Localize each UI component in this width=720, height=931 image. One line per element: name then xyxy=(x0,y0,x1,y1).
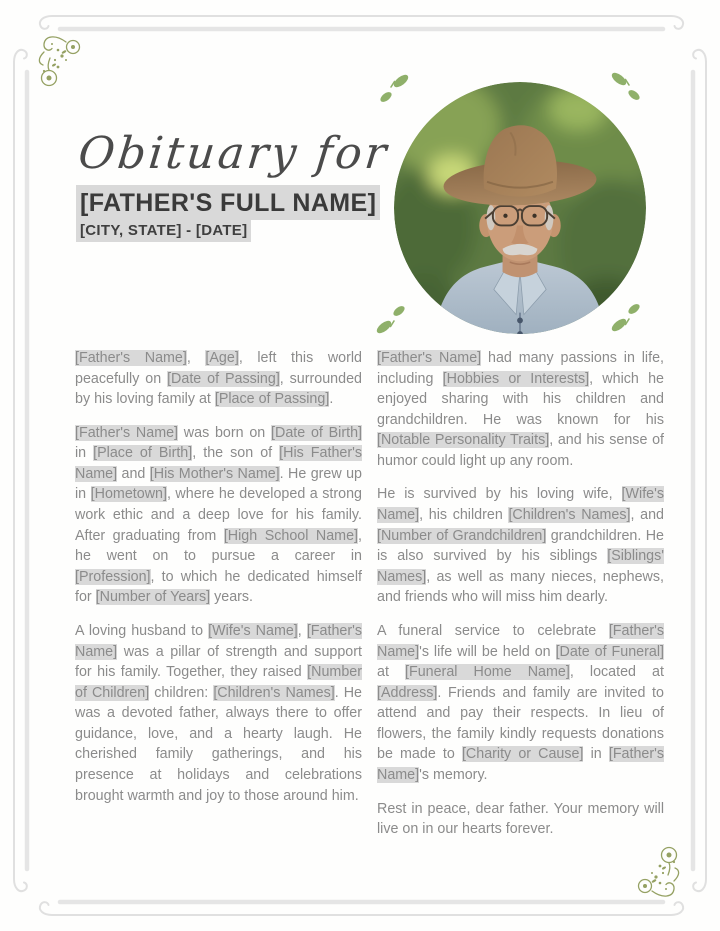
placeholder-field: [Place of Birth] xyxy=(93,445,193,462)
placeholder-field: [Father's Name] xyxy=(377,746,665,783)
paragraph-birth-career: [Father's Name] was born on [Date of Birth] in [Place of Birth], the son of [His Father's Name] and [His Mother's Name]. He grew up in [Hometown], where he developed a strong work ethic and a deep love for his family. After graduating from [High School Name], he went on to pursue a career in [Profession], to which he dedicated himself for [Number of Years] years. xyxy=(75,424,362,606)
placeholder-field: [Hobbies or Interests] xyxy=(442,370,590,387)
placeholder-field: [Number of Years] xyxy=(95,589,211,606)
paragraph-funeral-service: A funeral service to celebrate [Father's Name]'s life will be held on [Date of Funeral] at [Funeral Home Name], located at [Address]. Friends and family are invited to attend and pay their respects. In lieu of flowers, the family kindly requests donations be made to [Charity or Cause] in [Father's Name]'s memory. xyxy=(377,622,665,783)
placeholder-field: [Place of Passing] xyxy=(214,391,330,408)
placeholder-field: [His Father's Name] xyxy=(75,445,362,482)
placeholder-field: [Siblings' Names] xyxy=(377,548,664,585)
leaf-sprig-icon xyxy=(378,73,410,105)
paragraph-family-life: A loving husband to [Wife's Name], [Father's Name] was a pillar of strength and support for his family. Together, they raised [Number of Children] children: [Children's Names]. He was a devoted father, always there to offer guidance, love, and a hearty laugh. He cherished family gatherings, and his presence at holidays and celebrations brought warmth and joy to those around him. xyxy=(75,622,362,804)
placeholder-field: [Father's Name] xyxy=(75,424,179,441)
leaf-sprig-icon xyxy=(610,301,642,333)
placeholder-field: [Father's Name] xyxy=(75,622,362,660)
placeholder-field: [Children's Names] xyxy=(213,684,335,701)
placeholder-field: [Number of Grandchildren] xyxy=(377,527,547,544)
title-block xyxy=(76,128,392,239)
placeholder-field: [Number of Children] xyxy=(75,664,362,701)
floral-flourish-icon xyxy=(639,848,679,897)
placeholder-field: [Hometown] xyxy=(90,486,167,503)
father-portrait-photo xyxy=(394,82,646,334)
father-full-name-text: [FATHER'S FULL NAME] xyxy=(76,185,380,220)
right-column xyxy=(377,348,664,853)
placeholder-field: [Notable Personality Traits] xyxy=(377,432,550,449)
city-state-date-text: [CITY, STATE] - [DATE] xyxy=(76,218,251,242)
placeholder-field: [His Mother's Name] xyxy=(149,465,280,482)
leaf-sprig-icon xyxy=(610,71,642,103)
placeholder-field: [High School Name] xyxy=(223,527,359,544)
placeholder-field: [Father's Name] xyxy=(377,350,482,366)
placeholder-field: [Father's Name] xyxy=(377,622,664,660)
leaf-sprig-icon xyxy=(375,303,407,335)
paragraph-passions: [Father's Name] had many passions in life, including [Hobbies or Interests], which he enjoyed sharing with his children and grandchildren. He was known for his [Notable Personality Traits], and his sense of humor could light up any room. xyxy=(377,350,664,469)
paragraph-passing: [Father's Name], [Age], left this world peacefully on [Date of Passing], surrounded by his loving family at [Place of Passing]. xyxy=(75,350,362,408)
father-full-name-heading xyxy=(76,189,377,217)
paragraph-farewell: Rest in peace, dear father. Your memory will live on in our hearts forever. xyxy=(377,800,664,838)
script-title: Obituary for xyxy=(76,128,392,179)
city-state-date xyxy=(76,223,368,238)
placeholder-field: [Wife's Name] xyxy=(377,486,664,524)
floral-flourish-icon xyxy=(39,37,79,86)
placeholder-field: [Funeral Home Name] xyxy=(405,664,570,681)
placeholder-field: [Date of Passing] xyxy=(167,370,280,387)
paragraph-survivors: He is survived by his loving wife, [Wife's Name], his children [Children's Names], and [Number of Grandchildren] grandchildren. He is also survived by his siblings [Siblings' Names], as well as many nieces, nephews, and friends who will miss him dearly. xyxy=(377,486,665,606)
placeholder-field: [Profession] xyxy=(75,568,151,585)
placeholder-field: [Age] xyxy=(205,350,239,366)
placeholder-field: [Address] xyxy=(377,684,438,701)
placeholder-field: [Date of Funeral] xyxy=(555,643,664,660)
placeholder-field: [Father's Name] xyxy=(75,350,187,366)
placeholder-field: [Date of Birth] xyxy=(271,424,362,441)
placeholder-field: [Children's Names] xyxy=(508,507,631,524)
placeholder-field: [Charity or Cause] xyxy=(461,746,584,763)
father-portrait-image xyxy=(394,82,646,334)
left-column xyxy=(75,348,362,819)
placeholder-field: [Wife's Name] xyxy=(208,622,298,639)
